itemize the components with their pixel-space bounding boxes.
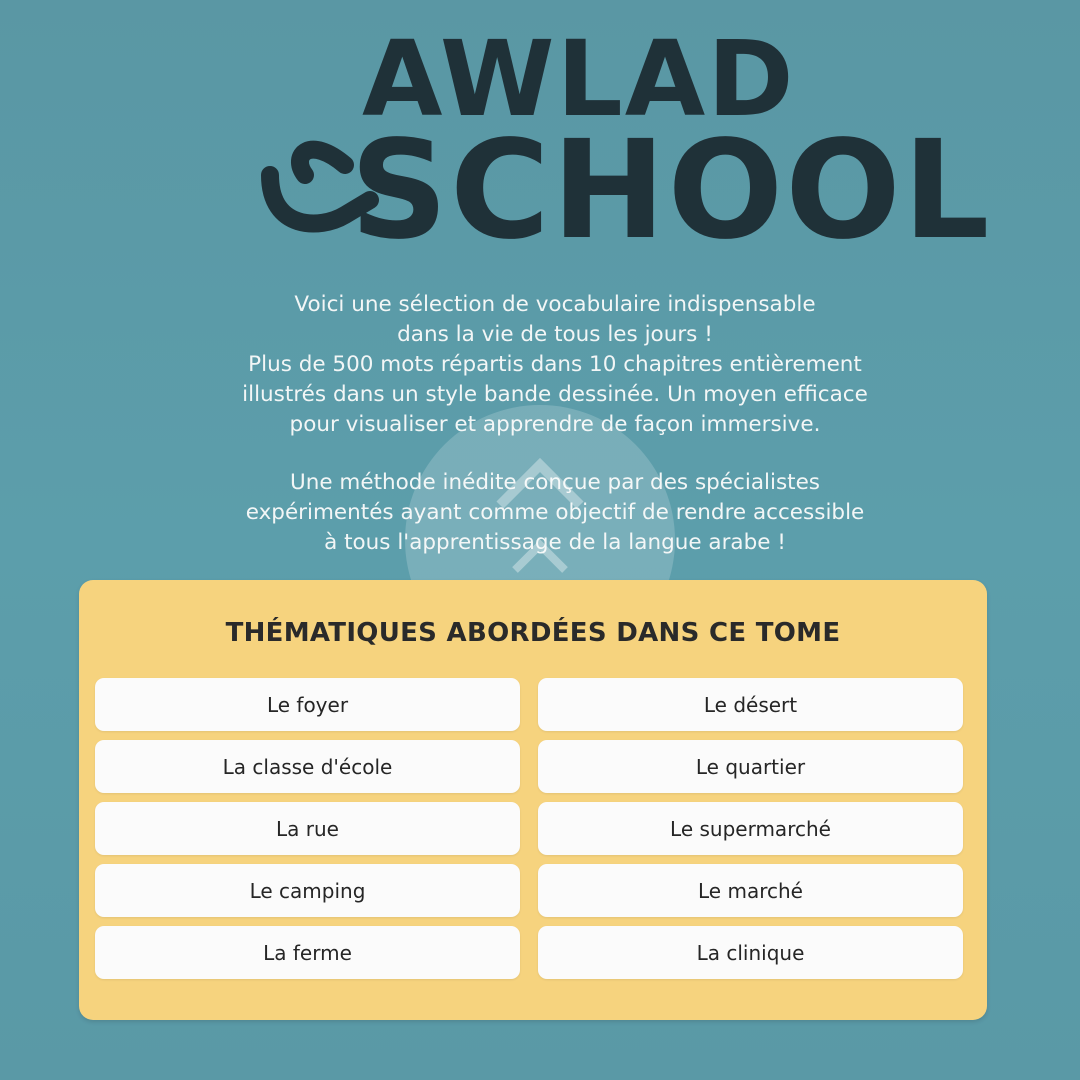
- theme-item-le-camping: Le camping: [95, 864, 520, 917]
- arabic-stroke-top-icon: [300, 150, 345, 175]
- theme-item-la-classe-d-ecole: La classe d'école: [95, 740, 520, 793]
- theme-item-la-rue: La rue: [95, 802, 520, 855]
- intro-text: [150, 290, 960, 558]
- themes-panel-title: THÉMATIQUES ABORDÉES DANS CE TOME: [225, 618, 841, 648]
- logo-line-awlad: AWLAD: [362, 18, 796, 140]
- theme-item-le-supermarche: Le supermarché: [538, 802, 963, 855]
- intro-paragraph-2: Une méthode inédite conçue par des spécialistes expérimentés ayant comme objectif de rendre accessible à tous l'apprentissage de la langue arabe !: [245, 470, 865, 555]
- logo-graphic: [250, 15, 992, 270]
- logo-line-school: SCHOOL: [350, 112, 992, 270]
- theme-item-le-marche: Le marché: [538, 864, 963, 917]
- themes-panel: [79, 580, 987, 1020]
- intro-paragraph-1: Voici une sélection de vocabulaire indispensable dans la vie de tous les jours ! Plus de 500 mots répartis dans 10 chapitres entièrement illustrés dans un style bande dessinée. Un moyen efficace pour visualiser et apprendre de façon immersive.: [242, 292, 868, 437]
- themes-grid: [95, 678, 967, 979]
- theme-item-le-desert: Le désert: [538, 678, 963, 731]
- awlad-school-logo: [250, 15, 992, 270]
- theme-item-la-ferme: La ferme: [95, 926, 520, 979]
- theme-item-le-foyer: Le foyer: [95, 678, 520, 731]
- theme-item-le-quartier: Le quartier: [538, 740, 963, 793]
- theme-item-la-clinique: La clinique: [538, 926, 963, 979]
